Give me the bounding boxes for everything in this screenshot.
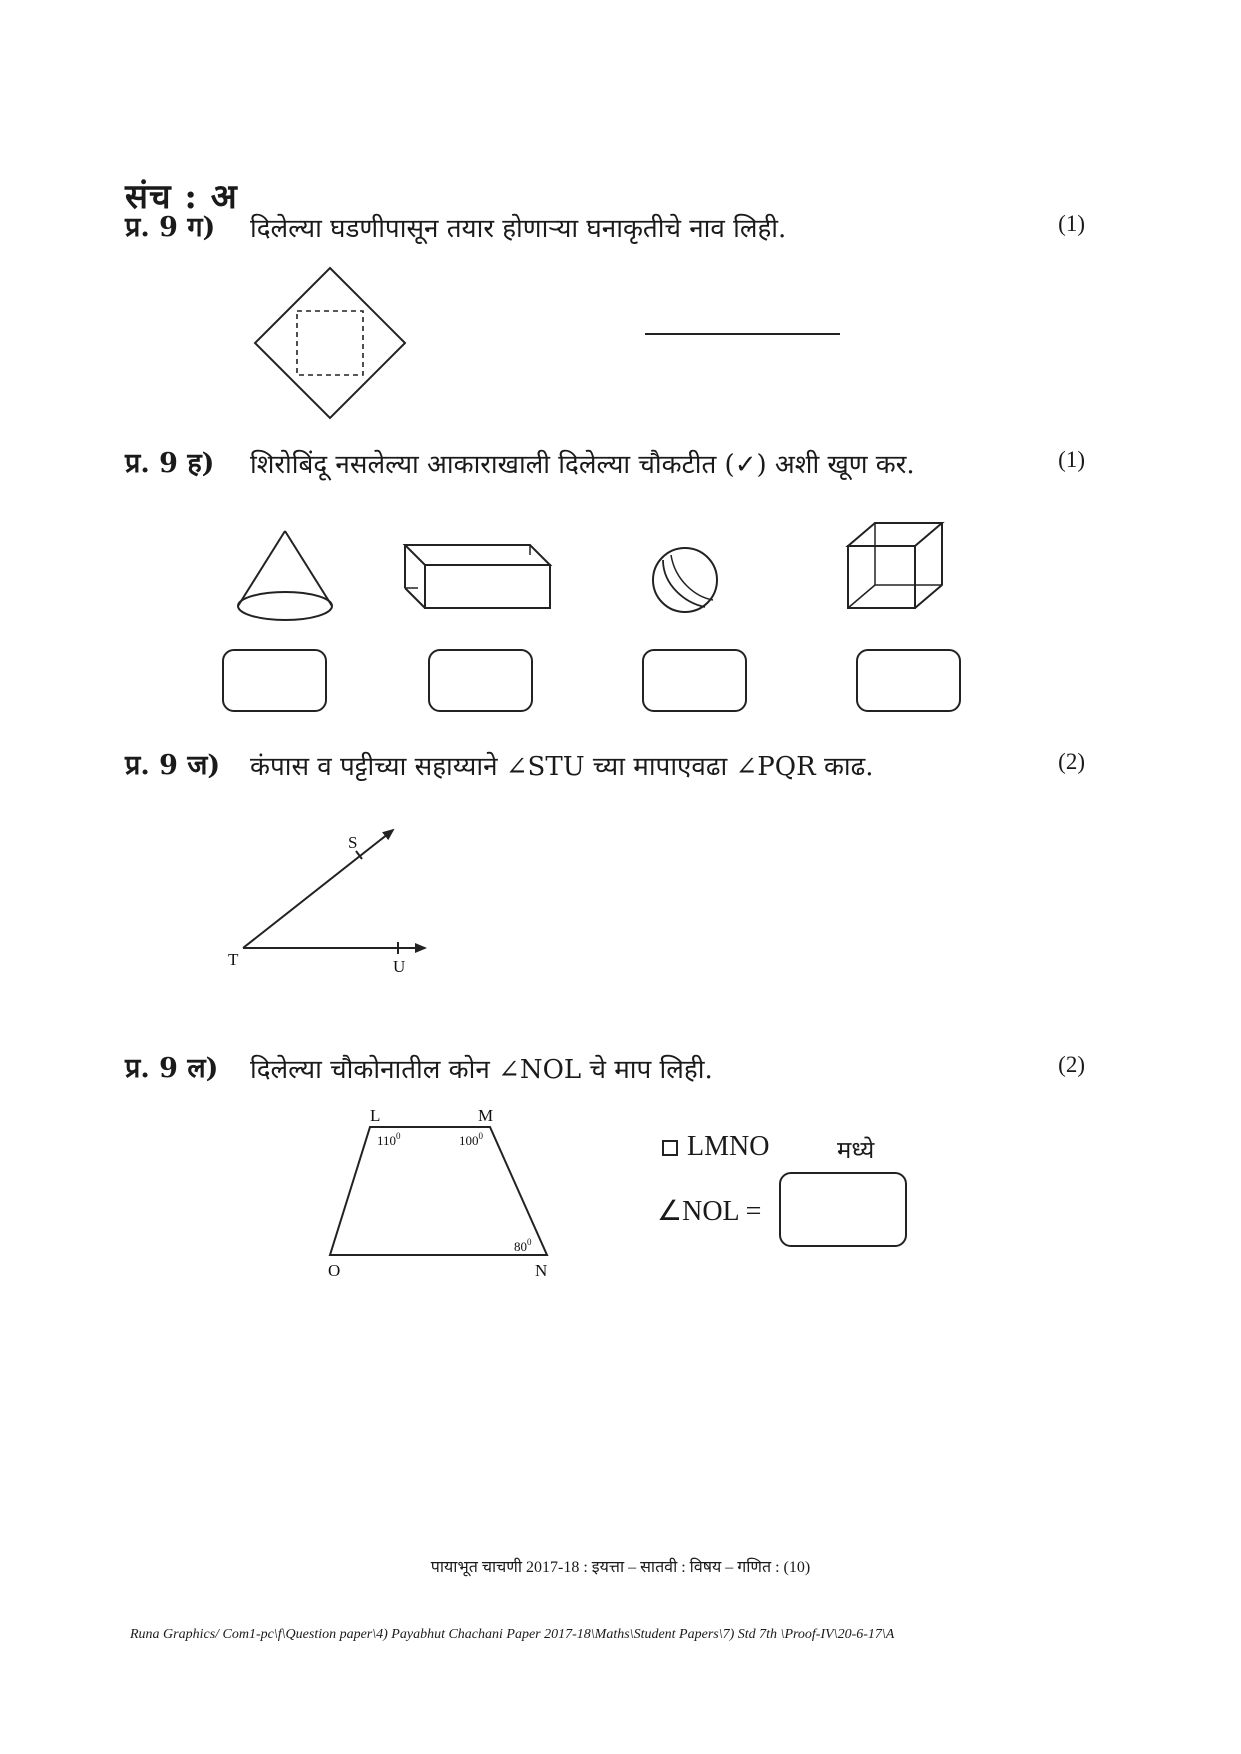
vertex-m: M xyxy=(478,1106,494,1125)
question-text: दिलेल्या चौकोनातील कोन ∠NOL चे माप लिही. xyxy=(250,1055,713,1085)
question-marks: (2) xyxy=(1058,749,1085,774)
label-s: S xyxy=(348,833,358,852)
vertex-o: O xyxy=(328,1261,341,1280)
question-9l xyxy=(125,1048,1085,1088)
nol-answer-box[interactable] xyxy=(779,1172,907,1247)
angle-n-value: $80^0$ xyxy=(514,1237,532,1254)
angle-stu-figure xyxy=(225,820,440,980)
question-number: प्र. 9 ल) xyxy=(125,1053,219,1084)
question-number: प्र. 9 ह) xyxy=(125,448,215,479)
question-marks: (1) xyxy=(1058,211,1085,236)
cuboid-figure xyxy=(400,540,555,615)
answer-line[interactable] xyxy=(645,333,840,335)
nol-answer-label: ∠NOL = xyxy=(657,1196,762,1227)
cube-figure xyxy=(840,518,950,613)
square-symbol-icon xyxy=(662,1140,678,1156)
label-u: U xyxy=(393,957,406,976)
set-title: संच : अ xyxy=(125,177,238,217)
question-9g xyxy=(125,207,1085,247)
quad-caption-word: मध्ये xyxy=(837,1136,875,1164)
question-marks: (2) xyxy=(1058,1052,1085,1077)
check-box-cone[interactable] xyxy=(222,649,327,712)
sphere-figure xyxy=(645,545,725,615)
check-box-cuboid[interactable] xyxy=(428,649,533,712)
question-text: दिलेल्या घडणीपासून तयार होणाऱ्या घनाकृतीचे नाव लिही. xyxy=(250,214,787,244)
question-number: प्र. 9 ज) xyxy=(125,750,221,781)
question-9h xyxy=(125,443,1085,483)
question-text: शिरोबिंदू नसलेल्या आकाराखाली दिलेल्या चौकटीत (✓) अशी खूण कर. xyxy=(250,450,915,480)
question-9j xyxy=(125,745,1085,785)
label-t: T xyxy=(228,950,239,969)
quad-caption-shape: LMNO xyxy=(687,1131,770,1162)
check-box-cube[interactable] xyxy=(856,649,961,712)
question-text: कंपास व पट्टीच्या सहाय्याने ∠STU च्या मापाएवढा ∠PQR काढ. xyxy=(250,752,874,782)
page-footer: पायाभूत चाचणी 2017-18 : इयत्ता – सातवी : विषय – गणित : (10) xyxy=(430,1559,811,1576)
vertex-n: N xyxy=(535,1261,548,1280)
pyramid-net-figure xyxy=(250,265,410,425)
print-path: Runa Graphics/ Com1-pc\f\Question paper\4) Payabhut Chachani Paper 2017-18\Maths\Student Papers\7) Std 7th \Proof-IV\20-6-17\A xyxy=(130,1627,895,1642)
angle-l-value: $110^0$ xyxy=(377,1131,401,1148)
question-number: प्र. 9 ग) xyxy=(125,212,216,243)
vertex-l: L xyxy=(370,1106,381,1125)
cone-figure xyxy=(230,528,340,628)
quadrilateral-lmno-figure xyxy=(320,1100,565,1285)
angle-m-value: $100^0$ xyxy=(459,1131,483,1148)
check-box-sphere[interactable] xyxy=(642,649,747,712)
question-marks: (1) xyxy=(1058,447,1085,472)
